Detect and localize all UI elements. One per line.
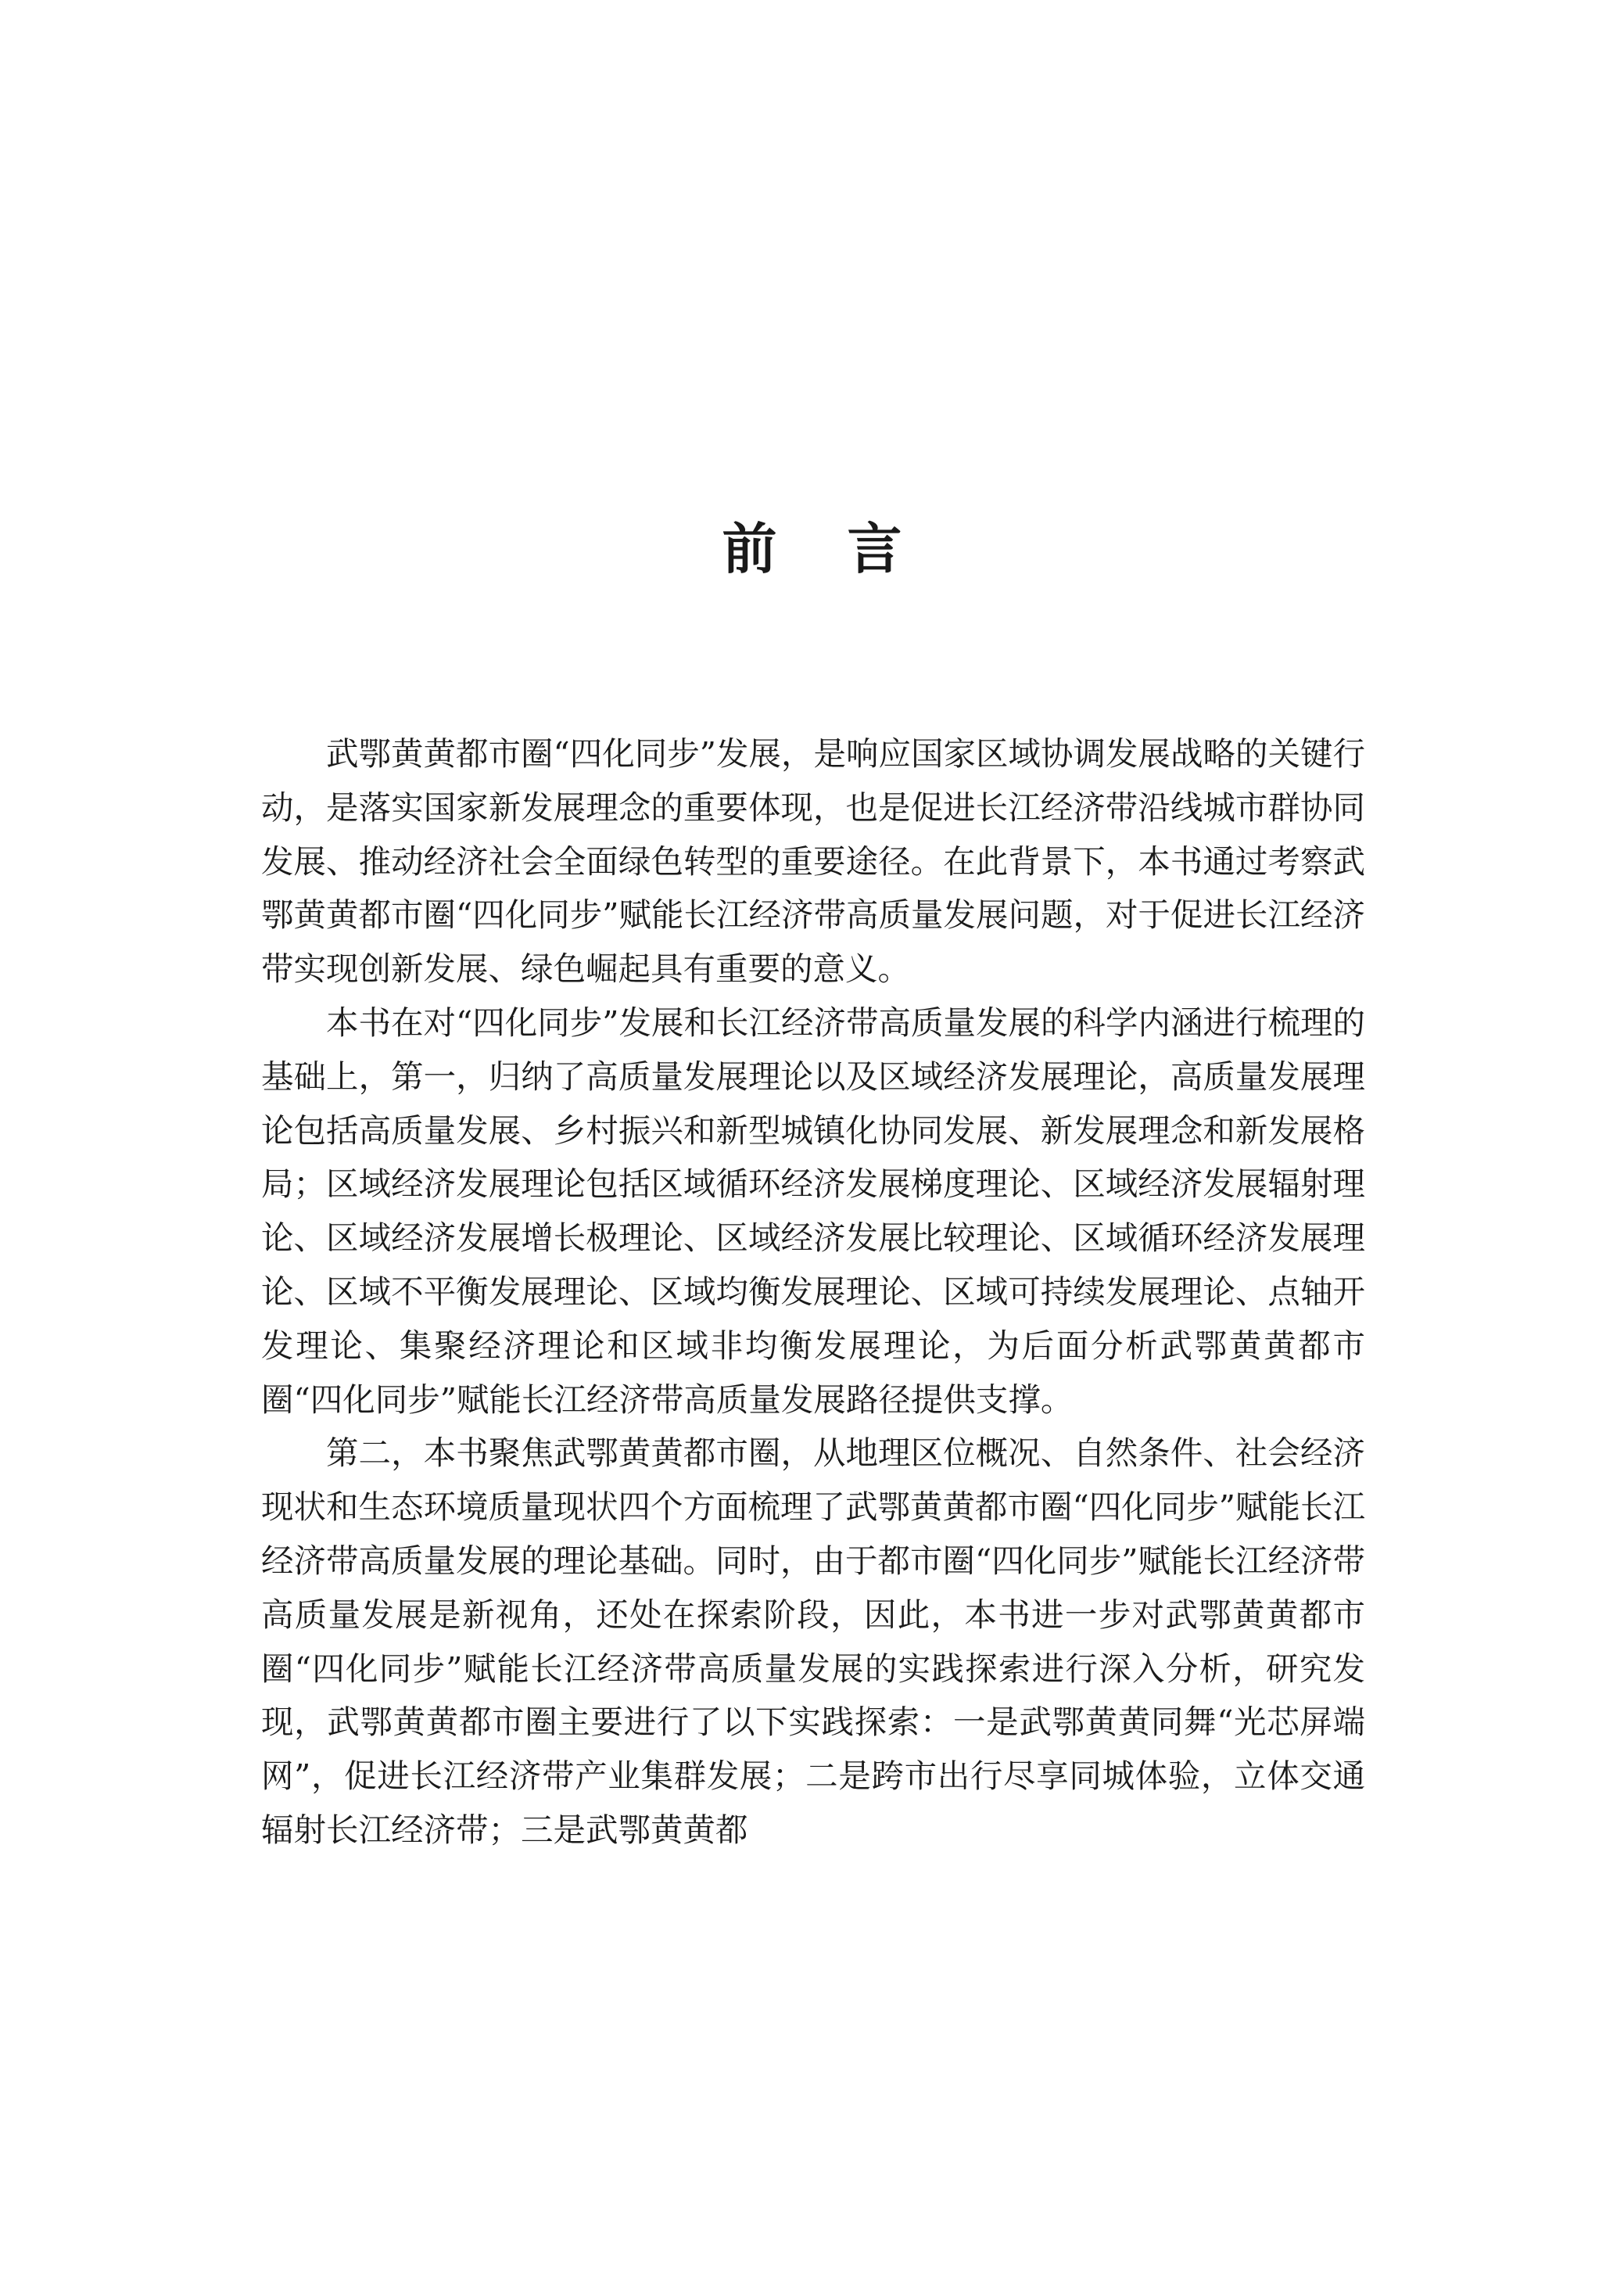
paragraph-3: 第二，本书聚焦武鄂黄黄都市圈，从地理区位概况、自然条件、社会经济现状和生态环境质量现状四个方面梳理了武鄂黄黄都市圈“四化同步”赋能长江经济带高质量发展的理论基础。同时，由于都市圈“四化同步”赋能长江经济带高质量发展是新视角，还处在探索阶段，因此，本书进一步对武鄂黄黄都市圈“四化同步”赋能长江经济带高质量发展的实践探索进行深入分析，研究发现，武鄂黄黄都市圈主要进行了以下实践探索：一是武鄂黄黄同舞“光芯屏端网”，促进长江经济带产业集群发展；二是跨市出行尽享同城体验，立体交通辐射长江经济带；三是武鄂黄黄都 bbox=[261, 1434, 1365, 1849]
paragraph-1: 武鄂黄黄都市圈“四化同步”发展，是响应国家区域协调发展战略的关键行动，是落实国家新发展理念的重要体现，也是促进长江经济带沿线城市群协同发展、推动经济社会全面绿色转型的重要途径。在此背景下，本书通过考察武鄂黄黄都市圈“四化同步”赋能长江经济带高质量发展问题，对于促进长江经济带实现创新发展、绿色崛起具有重要的意义。 bbox=[261, 734, 1365, 989]
page-title: 前言 bbox=[722, 515, 973, 581]
paragraph-2: 本书在对“四化同步”发展和长江经济带高质量发展的科学内涵进行梳理的基础上，第一，归纳了高质量发展理论以及区域经济发展理论，高质量发展理论包括高质量发展、乡村振兴和新型城镇化协同发展、新发展理念和新发展格局；区域经济发展理论包括区域循环经济发展梯度理论、区域经济发展辐射理论、区域经济发展增长极理论、区域经济发展比较理论、区域循环经济发展理论、区域不平衡发展理论、区域均衡发展理论、区域可持续发展理论、点轴开发理论、集聚经济理论和区域非均衡发展理论，为后面分析武鄂黄黄都市圈“四化同步”赋能长江经济带高质量发展路径提供支撑。 bbox=[261, 1003, 1365, 1419]
body-text bbox=[261, 727, 1365, 1857]
